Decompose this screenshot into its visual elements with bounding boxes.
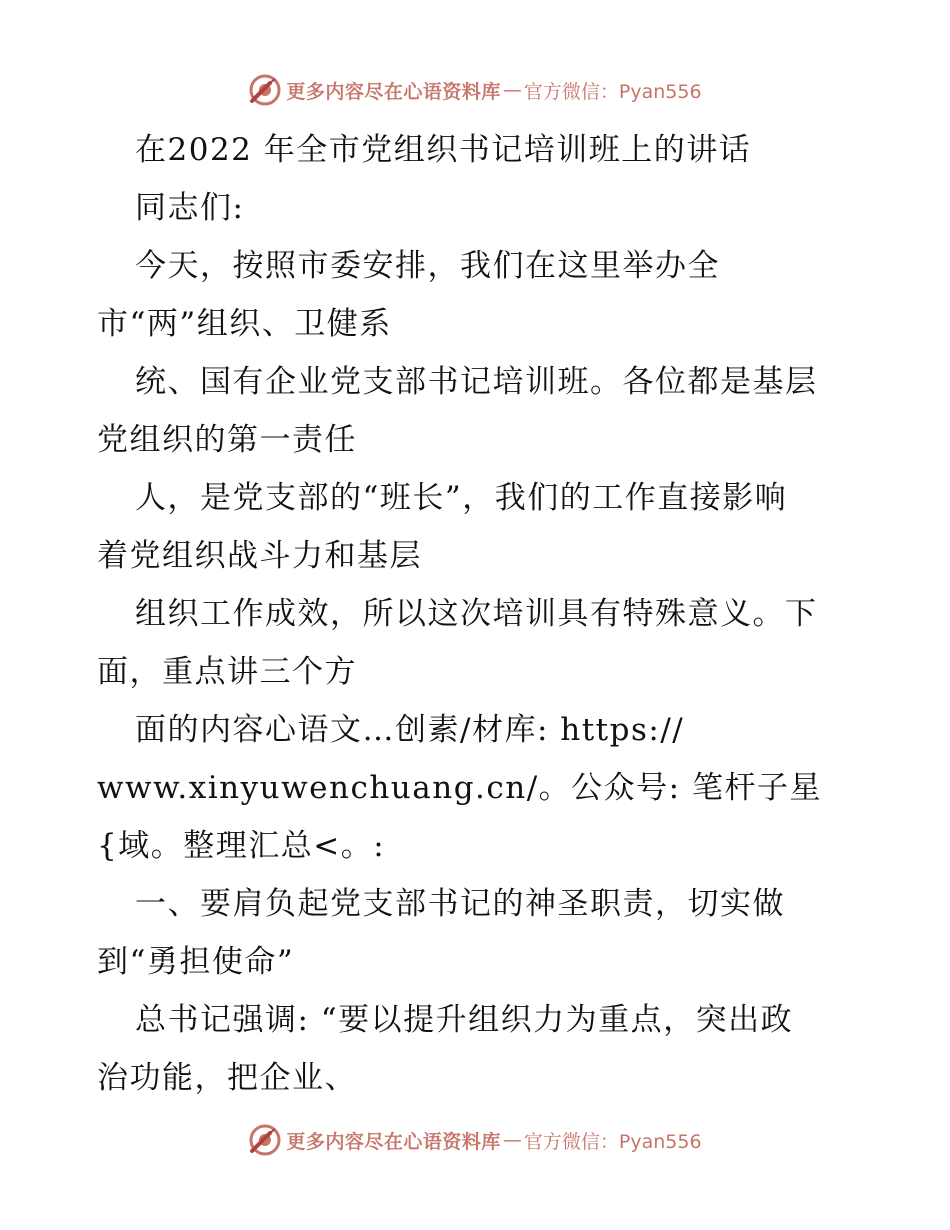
paragraph-line: 市“两”组织、卫健系: [97, 306, 392, 342]
paragraph-line: 今天，按照市委安排，我们在这里举办全: [135, 248, 720, 284]
paragraph-line: {域。整理汇总<。:: [97, 828, 386, 864]
paragraph-line: www.xinyuwenchuang.cn/。公众号: 笔杆子星: [97, 770, 822, 806]
site-name: 更多内容尽在心语资料库: [286, 80, 501, 103]
document-title: 在2022 年全市党组织书记培训班上的讲话: [135, 132, 752, 168]
paragraph-line: 总书记强调: “要以提升组织力为重点，突出政: [135, 1002, 794, 1038]
header-banner: [0, 70, 950, 110]
paragraph-line: 党组织的第一责任: [97, 422, 357, 458]
section-heading: 到“勇担使命”: [97, 944, 295, 980]
wechat-id: 官方微信：Pyan556: [523, 80, 702, 103]
footer-banner: [0, 1120, 950, 1160]
paragraph-line: 组织工作成效，所以这次培训具有特殊意义。下: [135, 596, 818, 632]
logo-icon: [248, 73, 282, 107]
site-name: 更多内容尽在心语资料库: [286, 1130, 501, 1153]
paragraph-line: 治功能，把企业、: [97, 1060, 357, 1096]
paragraph-line: 面，重点讲三个方: [97, 654, 357, 690]
wechat-id: 官方微信：Pyan556: [523, 1130, 702, 1153]
paragraph-line: 人，是党支部的“班长”，我们的工作直接影响: [135, 480, 788, 516]
banner-separator: —: [502, 1129, 522, 1151]
section-heading: 一、要肩负起党支部书记的神圣职责，切实做: [135, 886, 785, 922]
salutation: 同志们:: [135, 190, 245, 226]
logo-icon: [248, 1123, 282, 1157]
paragraph-line: 统、国有企业党支部书记培训班。各位都是基层: [135, 364, 818, 400]
banner-separator: —: [502, 79, 522, 101]
paragraph-line: 面的内容心语文…创素/材库: https://: [135, 712, 685, 748]
paragraph-line: 着党组织战斗力和基层: [97, 538, 422, 574]
